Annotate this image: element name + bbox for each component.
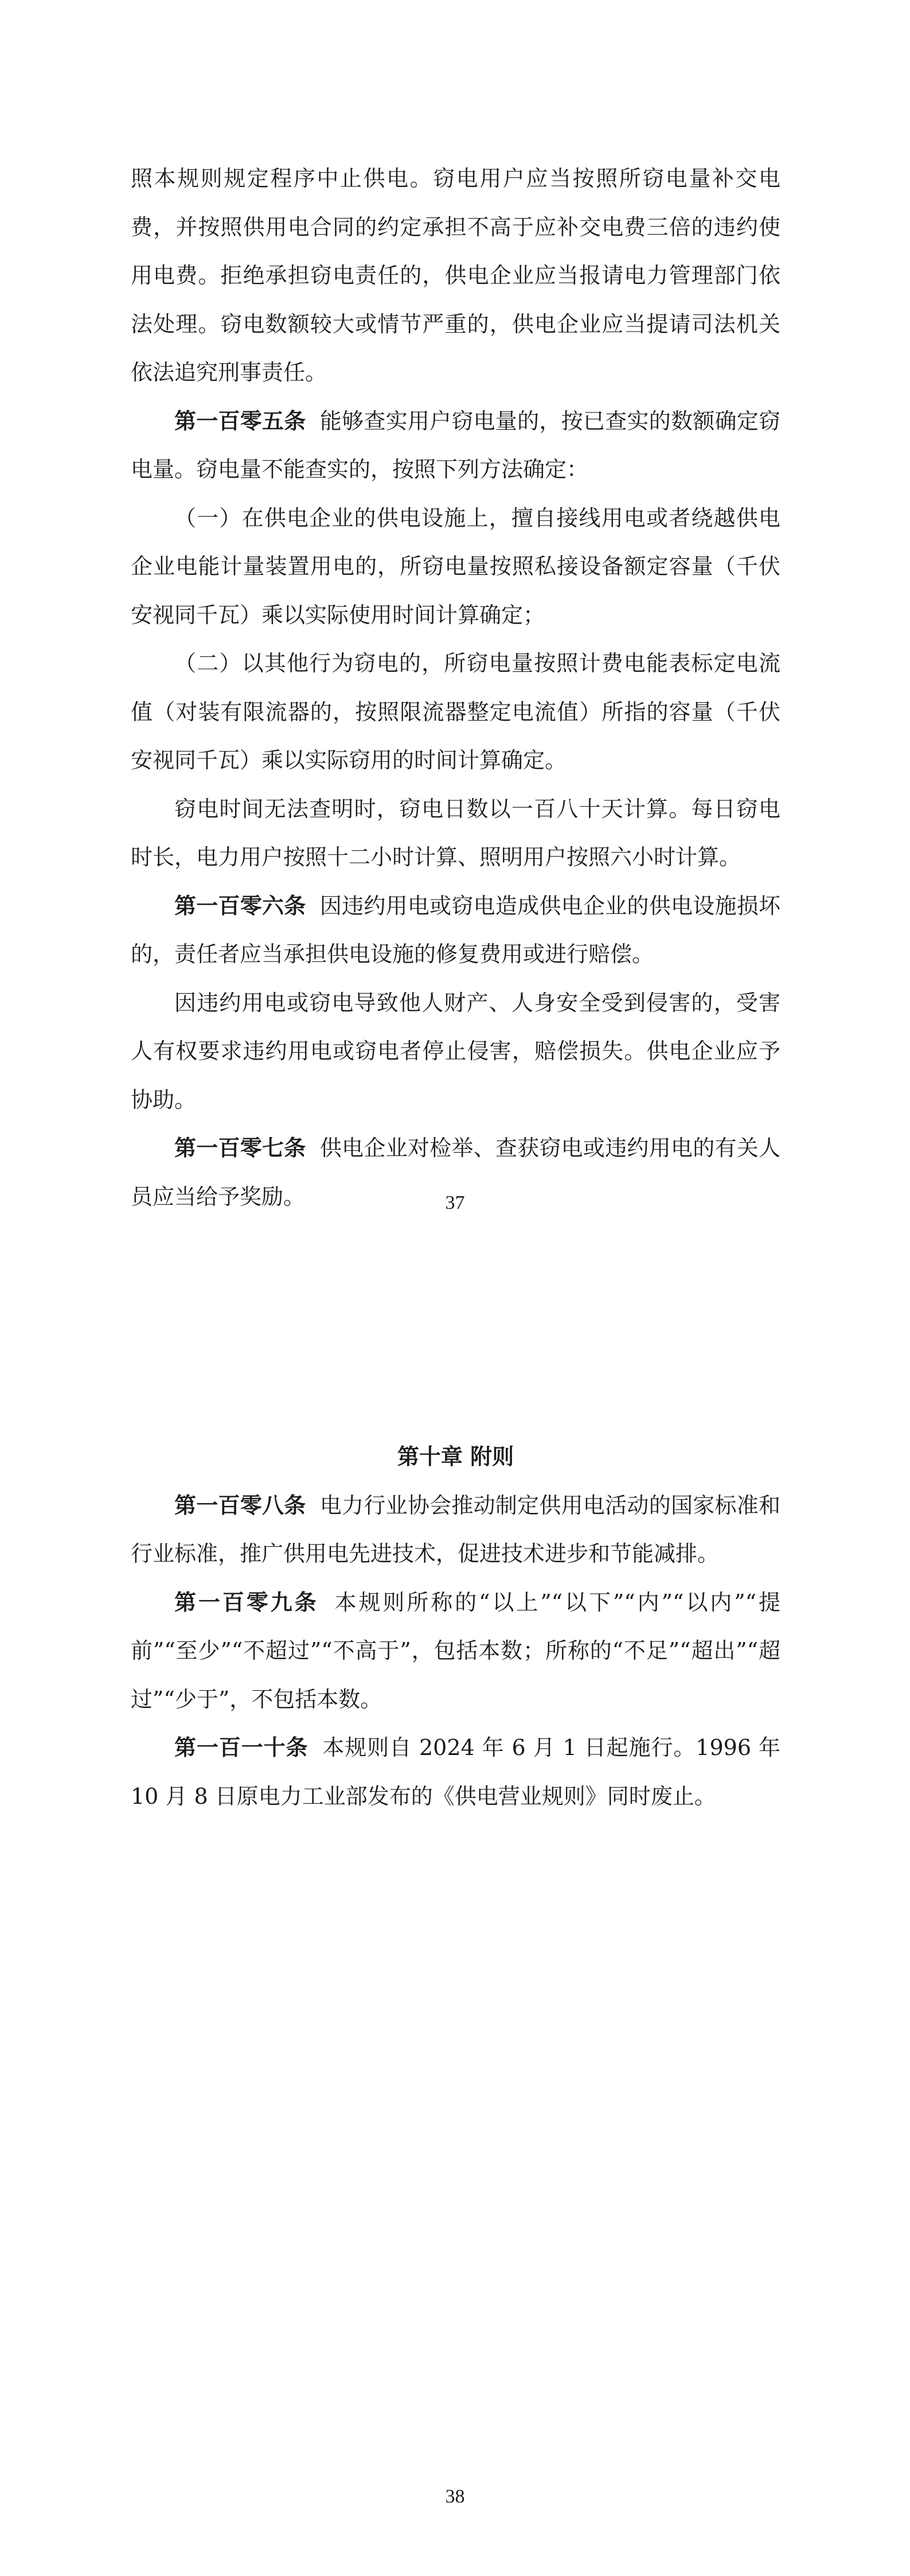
article-108: [131, 1481, 780, 1578]
article-107-title: 第一百零七条: [174, 1135, 306, 1161]
paragraph-theft-duration: 窃电时间无法查明时，窃电日数以一百八十天计算。每日窃电时长，电力用户按照十二小时计算、照明用户按照六小时计算。: [131, 796, 780, 870]
page-38-body: [131, 1433, 780, 1820]
article-110-text: 本规则自 2024 年 6 月 1 日起施行。1996 年 10 月 8 日原电力工业部发布的《供电营业规则》同时废止。: [131, 1735, 780, 1809]
page-number: 37: [445, 1192, 465, 1213]
article-105: [131, 397, 780, 494]
page-37-body: [131, 154, 780, 1221]
article-108-title: 第一百零八条: [174, 1492, 306, 1518]
article-107-text: 供电企业对检举、查获窃电或违约用电的有关人员应当给予奖励。: [131, 1135, 780, 1209]
paragraph-continued-theft: 照本规则规定程序中止供电。窃电用户应当按照所窃电量补交电费，并按照供用电合同的约定承担不高于应补交电费三倍的违约使用电费。拒绝承担窃电责任的，供电企业应当报请电力管理部门依法处理。窃电数额较大或情节严重的，供电企业应当提请司法机关依法追究刑事责任。: [131, 166, 780, 385]
article-105-item-1: （一）在供电企业的供电设施上，擅自接线用电或者绕越供电企业电能计量装置用电的，所窃电量按照私接设备额定容量（千伏安视同千瓦）乘以实际使用时间计算确定；: [131, 505, 780, 628]
article-105-item-2: （二）以其他行为窃电的，所窃电量按照计费电能表标定电流值（对装有限流器的，按照限流器整定电流值）所指的容量（千伏安视同千瓦）乘以实际窃用的时间计算确定。: [131, 651, 780, 773]
page-38: [0, 1288, 910, 2576]
paragraph-third-party-damage: 因违约用电或窃电导致他人财产、人身安全受到侵害的，受害人有权要求违约用电或窃电者停止侵害，赔偿损失。供电企业应予协助。: [131, 990, 780, 1112]
article-109: [131, 1578, 780, 1724]
article-105-title: 第一百零五条: [174, 408, 306, 434]
article-106-title: 第一百零六条: [174, 893, 306, 919]
article-108-text: 电力行业协会推动制定供用电活动的国家标准和行业标准，推广供用电先进技术，促进技术进步和节能减排。: [131, 1492, 780, 1566]
article-106-text: 因违约用电或窃电造成供电企业的供电设施损坏的，责任者应当承担供电设施的修复费用或进行赔偿。: [131, 893, 780, 967]
article-109-title: 第一百零九条: [174, 1589, 319, 1615]
article-105-text: 能够查实用户窃电量的，按已查实的数额确定窃电量。窃电量不能查实的，按照下列方法确定：: [131, 408, 780, 482]
chapter-title: 第十章 附则: [397, 1444, 514, 1469]
article-110-title: 第一百一十条: [174, 1735, 308, 1760]
page-number: 38: [445, 2486, 465, 2507]
article-109-text: 本规则所称的“以上”“以下”“内”“以内”“提前”“至少”“不超过”“不高于”，包括本数；所称的“不足”“超出”“超过”“少于”，不包括本数。: [131, 1589, 780, 1712]
article-110: [131, 1723, 780, 1820]
article-106: [131, 882, 780, 979]
